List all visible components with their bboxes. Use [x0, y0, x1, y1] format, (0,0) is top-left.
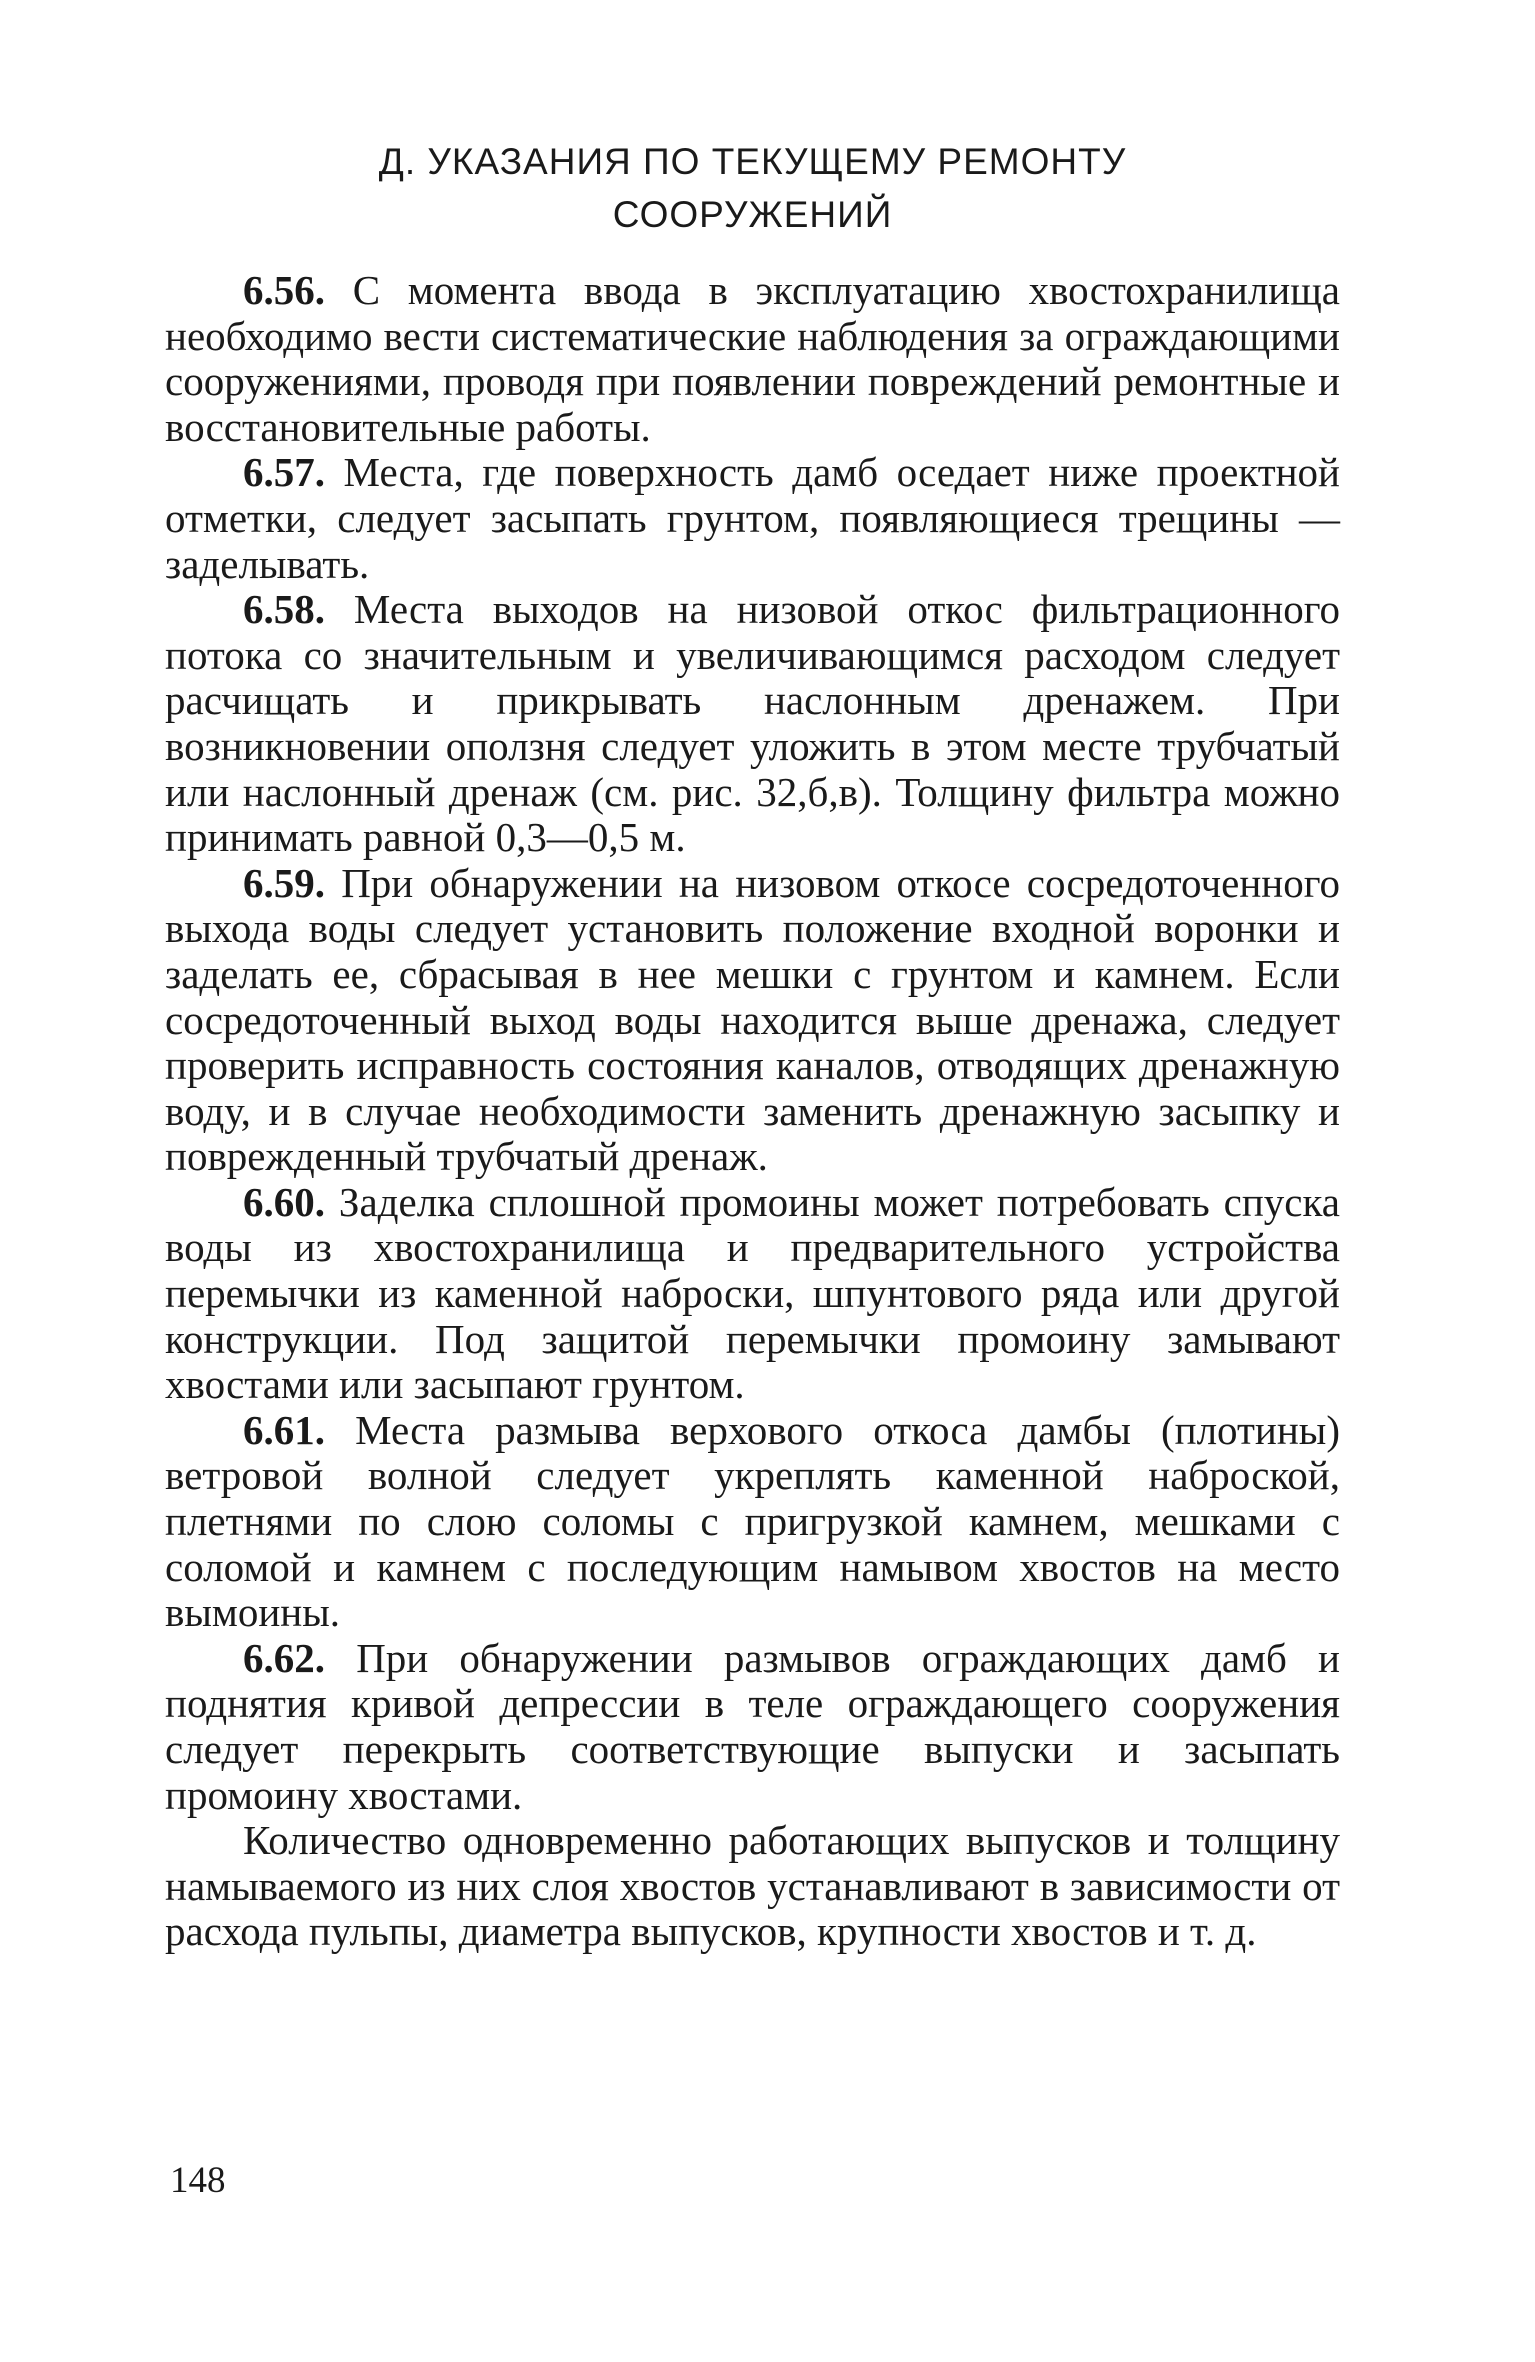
page-number: 148 — [170, 2160, 226, 2201]
paragraph-text: При обнаружении на низовом откосе сосредоточенного выхода воды следует установить положение входной воронки и заделать ее, сбрасывая в нее мешки с грунтом и камнем. Если сосредоточенный выход воды находится выше дренажа, следует проверить исправность состояния каналов, отводящих дренажную воду, и в случае необходимости заменить дренажную засыпку и поврежденный трубчатый дренаж. — [165, 859, 1340, 1180]
paragraph-text: При обнаружении размывов ограждающих дамб и поднятия кривой депрессии в теле ограждающего сооружения следует перекрыть соответствующие выпуски и засыпать промоину хвостами. — [165, 1634, 1340, 1818]
paragraph-text: Места размыва верхового откоса дамбы (плотины) ветровой волной следует укреплять каменной наброской, плетнями по слою соломы с пригрузкой камнем, мешками с соломой и камнем с последующим намывом хвостов на место вымоины. — [165, 1406, 1340, 1636]
paragraph-number: 6.57. — [243, 449, 325, 496]
paragraph-unnumbered — [165, 1818, 1340, 1955]
paragraph-text: Заделка сплошной промоины может потребовать спуска воды из хвостохранилища и предварительного устройства перемычки из каменной наброски, шпунтового ряда или другой конструкции. Под защитой перемычки промоину замывают хвостами или засыпают грунтом. — [165, 1178, 1340, 1408]
paragraph-6-59 — [165, 861, 1340, 1180]
paragraph-text: Места, где поверхность дамб оседает ниже проектной отметки, следует засыпать грунтом, появляющиеся трещины — заделывать. — [165, 449, 1340, 587]
paragraph-number: 6.58. — [243, 586, 325, 633]
section-heading — [165, 135, 1340, 241]
paragraph-6-62 — [165, 1636, 1340, 1818]
section-heading-line-2: СООРУЖЕНИЙ — [612, 194, 893, 235]
paragraph-6-56 — [165, 268, 1340, 450]
section-heading-line-1: Д. УКАЗАНИЯ ПО ТЕКУЩЕМУ РЕМОНТУ — [378, 141, 1127, 182]
paragraph-number: 6.61. — [243, 1406, 325, 1453]
paragraph-text: Количество одновременно работающих выпусков и толщину намываемого из них слоя хвостов устанавливают в зависимости от расхода пульпы, диаметра выпусков, крупности хвостов и т. д. — [165, 1817, 1340, 1955]
paragraph-number: 6.62. — [243, 1634, 325, 1681]
paragraph-number: 6.56. — [243, 267, 325, 313]
paragraph-6-57 — [165, 450, 1340, 587]
paragraph-number: 6.60. — [243, 1178, 325, 1225]
paragraph-6-58 — [165, 587, 1340, 861]
paragraph-number: 6.59. — [243, 859, 325, 906]
page-content — [165, 135, 1340, 1955]
paragraph-text: С момента ввода в эксплуатацию хвостохранилища необходимо вести систематические наблюдения за ограждающими сооружениями, проводя при появлении повреждений ремонтные и восстановительные работы. — [165, 267, 1340, 450]
paragraph-6-61 — [165, 1408, 1340, 1636]
paragraph-6-60 — [165, 1180, 1340, 1408]
paragraph-text: Места выходов на низовой откос фильтрационного потока со значительным и увеличивающимся расходом следует расчищать и прикрывать наслонным дренажем. При возникновении оползня следует уложить в этом месте трубчатый или наслонный дренаж (см. рис. 32,б,в). Толщину фильтра можно принимать равной 0,3—0,5 м. — [165, 586, 1340, 861]
